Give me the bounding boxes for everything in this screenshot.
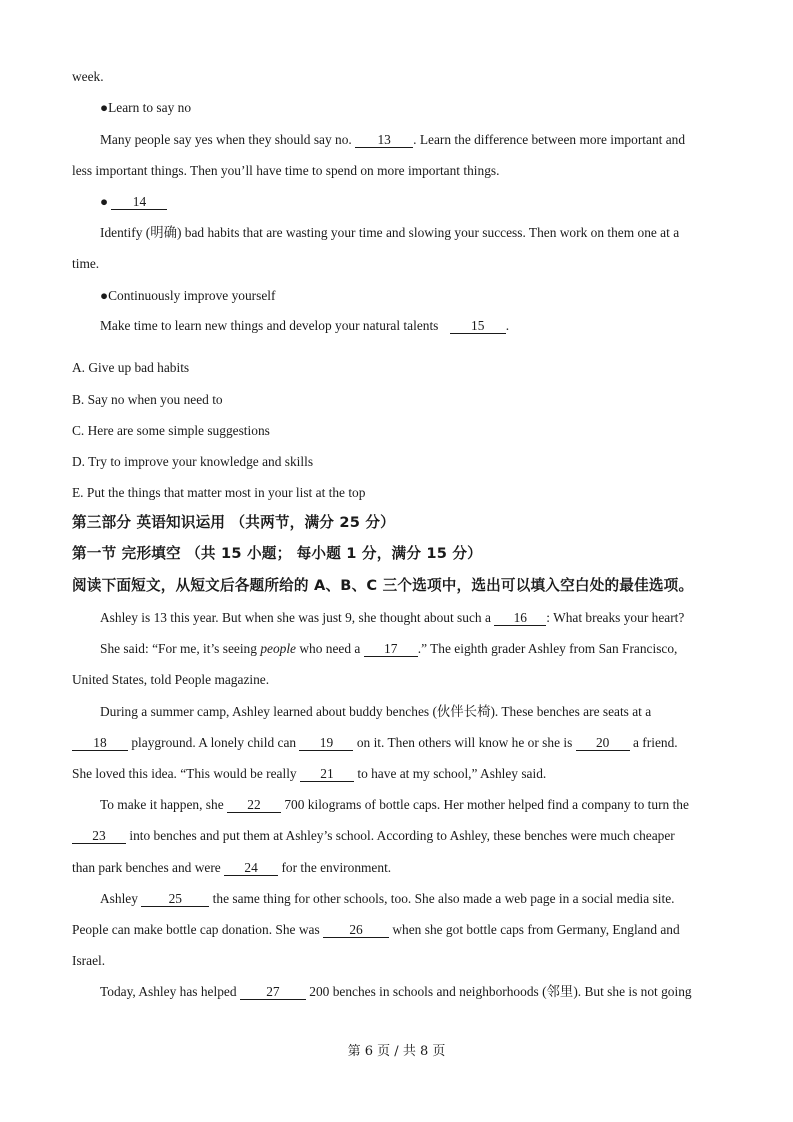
blank-19[interactable]: 19 [299,735,353,751]
page-footer: 第 6 页 / 共 8 页 [347,1044,446,1059]
blank-27[interactable]: 27 [240,984,306,1000]
option-b: B. Say no when you need to [72,392,223,407]
text-line: week. [72,69,104,84]
text-line: Ashley is 13 this year. But when she was just 9, she thought about such a 16 : What breaks your heart? [100,610,685,625]
instructions: 阅读下面短文，从短文后各题所给的 A、B、C 三个选项中，选出可以填入空白处的最佳选项。 [72,577,694,594]
blank-20[interactable]: 20 [576,735,630,751]
option-e: E. Put the things that matter most in your list at the top [72,485,366,500]
text-line: time. [72,256,100,271]
blank-17[interactable]: 17 [364,641,418,657]
text-line: People can make bottle cap donation. She was 26 when she got bottle caps from Germany, England and [72,922,680,937]
blank-15[interactable]: 15 [450,318,506,334]
text-line: 18 playground. A lonely child can 19 on it. Then others will know he or she is 20 a friend. [72,734,723,752]
text-line: She said: “For me, it’s seeing people who need a 17 .” The eighth grader Ashley from San Francisco, [100,641,678,656]
blank-16[interactable]: 16 [494,610,546,626]
text-line: United States, told People magazine. [72,672,270,687]
section-heading-blank-14: ● 14 [100,193,723,211]
text-line: Many people say yes when they should say no. 13 . Learn the difference between more important and [100,132,686,147]
option-d: D. Try to improve your knowledge and skills [72,454,314,469]
option-a: A. Give up bad habits [72,360,190,375]
blank-18[interactable]: 18 [72,735,128,751]
blank-22[interactable]: 22 [227,797,281,813]
text-line: than park benches and were 24 for the environment. [72,860,392,875]
text-line: Israel. [72,953,106,968]
text-line: Make time to learn new things and develop your natural talents 15 . [100,318,510,333]
text-line: Ashley 25 the same thing for other schools, too. She also made a web page in a social media site. [100,891,675,906]
text-line: 23 into benches and put them at Ashley’s school. According to Ashley, these benches were much cheaper [72,827,723,845]
text-line: Today, Ashley has helped 27 200 benches in schools and neighborhoods (邻里). But she is not going [100,984,692,999]
text-line: less important things. Then you’ll have time to spend on more important things. [72,163,500,178]
text-line: She loved this idea. “This would be really 21 to have at my school,” Ashley said. [72,766,547,781]
blank-25[interactable]: 25 [141,891,209,907]
blank-21[interactable]: 21 [300,766,354,782]
text-line: During a summer camp, Ashley learned about buddy benches (伙伴长椅). These benches are seats at a [100,704,652,719]
option-c: C. Here are some simple suggestions [72,423,270,438]
section-heading-improve-yourself: ●Continuously improve yourself [100,288,276,303]
blank-26[interactable]: 26 [323,922,389,938]
text-line: To make it happen, she 22 700 kilograms of bottle caps. Her mother helped find a company to turn the [100,797,689,812]
blank-23[interactable]: 23 [72,828,126,844]
blank-13[interactable]: 13 [355,132,413,148]
blank-14[interactable]: 14 [111,194,167,210]
blank-24[interactable]: 24 [224,860,278,876]
section-one-heading: 第一节 完形填空 （共 15 小题； 每小题 1 分，满分 15 分） [72,545,482,562]
section-heading-learn-to-say-no: ●Learn to say no [100,100,192,115]
text-line: Identify (明确) bad habits that are wasting your time and slowing your success. Then work on them one at a [100,225,680,240]
part-three-heading: 第三部分 英语知识运用 （共两节，满分 25 分） [72,514,395,531]
